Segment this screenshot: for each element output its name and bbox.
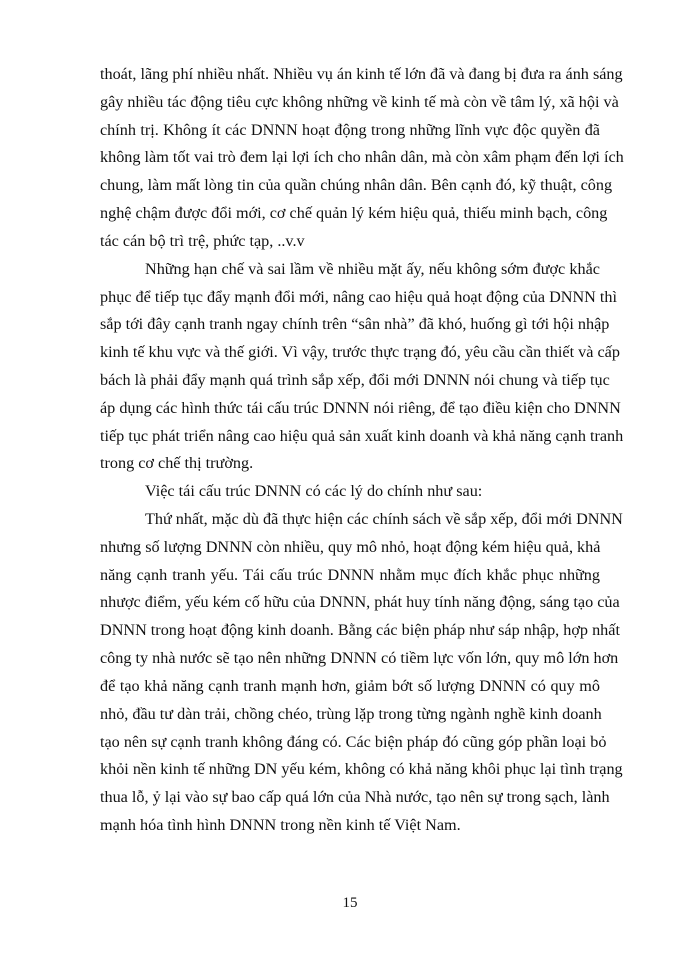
paragraph-1-line-5: chung, làm mất lòng tin của quần chúng nhân dân. Bên cạnh đó, kỹ thuật, công — [100, 176, 613, 194]
paragraph-3-line-1: Việc tái cấu trúc DNNN có các lý do chính như sau: — [145, 482, 483, 500]
paragraph-1-line-1: thoát, lãng phí nhiều nhất. Nhiều vụ án kinh tế lớn đã và đang bị đưa ra ánh sáng — [100, 65, 623, 83]
paragraph-1-line-2: gây nhiều tác động tiêu cực không những về kinh tế mà còn về tâm lý, xã hội và — [100, 93, 619, 111]
paragraph-4-line-12: mạnh hóa tình hình DNNN trong nền kinh tế Việt Nam. — [100, 816, 461, 834]
paragraph-4-line-3: năng cạnh tranh yếu. Tái cấu trúc DNNN nhằm mục đích khắc phục những — [100, 566, 600, 584]
paragraph-2-line-6: áp dụng các hình thức tái cấu trúc DNNN nói riêng, để tạo điều kiện cho DNNN — [100, 399, 621, 417]
paragraph-2-line-2: phục để tiếp tục đẩy mạnh đổi mới, nâng cao hiệu quả hoạt động của DNNN thì — [100, 288, 617, 306]
paragraph-1-line-3: chính trị. Không ít các DNNN hoạt động trong những lĩnh vực độc quyền đã — [100, 121, 600, 139]
paragraph-4-line-11: thua lỗ, ỷ lại vào sự bao cấp quá lớn của Nhà nước, tạo nên sự trong sạch, lành — [100, 788, 610, 806]
paragraph-2-line-1: Những hạn chế và sai lầm về nhiều mặt ấy, nếu không sớm được khắc — [145, 260, 600, 278]
paragraph-4-line-8: nhỏ, đầu tư dàn trải, chồng chéo, trùng lặp trong từng ngành nghề kinh doanh — [100, 705, 602, 723]
paragraph-2-line-3: sắp tới đây cạnh tranh ngay chính trên “sân nhà” đã khó, huống gì tới hội nhập — [100, 315, 610, 333]
paragraph-4-line-9: tạo nên sự cạnh tranh không đáng có. Các biện pháp đó cũng góp phần loại bỏ — [100, 733, 607, 751]
paragraph-4-line-10: khỏi nền kinh tế những DN yếu kém, không có khả năng khôi phục lại tình trạng — [100, 760, 623, 778]
paragraph-1-line-7: tác cán bộ trì trệ, phức tạp, ..v.v — [100, 232, 305, 250]
paragraph-4-line-1: Thứ nhất, mặc dù đã thực hiện các chính sách về sắp xếp, đổi mới DNNN — [145, 510, 623, 528]
paragraph-4-line-5: DNNN trong hoạt động kinh doanh. Bằng các biện pháp như sáp nhập, hợp nhất — [100, 621, 620, 639]
paragraph-2-line-4: kinh tế khu vực và thế giới. Vì vậy, trước thực trạng đó, yêu cầu cần thiết và cấp — [100, 343, 620, 361]
paragraph-2-line-7: tiếp tục phát triển nâng cao hiệu quả sản xuất kinh doanh và khả năng cạnh tranh — [100, 427, 624, 445]
paragraph-2-line-8: trong cơ chế thị trường. — [100, 454, 254, 472]
paragraph-4-line-6: công ty nhà nước sẽ tạo nên những DNNN có tiềm lực vốn lớn, quy mô lớn hơn — [100, 649, 619, 667]
paragraph-2-line-5: bách là phải đẩy mạnh quá trình sắp xếp, đổi mới DNNN nói chung và tiếp tục — [100, 371, 610, 389]
paragraph-4-line-2: nhưng số lượng DNNN còn nhiều, quy mô nhỏ, hoạt động kém hiệu quả, khả — [100, 538, 601, 556]
paragraph-4-line-4: nhược điểm, yếu kém cố hữu của DNNN, phát huy tính năng động, sáng tạo của — [100, 593, 620, 611]
page-number: 15 — [342, 895, 358, 911]
paragraph-4-line-7: để tạo khả năng cạnh tranh mạnh hơn, giảm bớt số lượng DNNN có quy mô — [100, 677, 600, 695]
paragraph-1-line-4: không làm tốt vai trò đem lại lợi ích cho nhân dân, mà còn xâm phạm đến lợi ích — [100, 148, 624, 166]
paragraph-1-line-6: nghệ chậm được đổi mới, cơ chế quản lý kém hiệu quả, thiếu minh bạch, công — [100, 204, 608, 222]
